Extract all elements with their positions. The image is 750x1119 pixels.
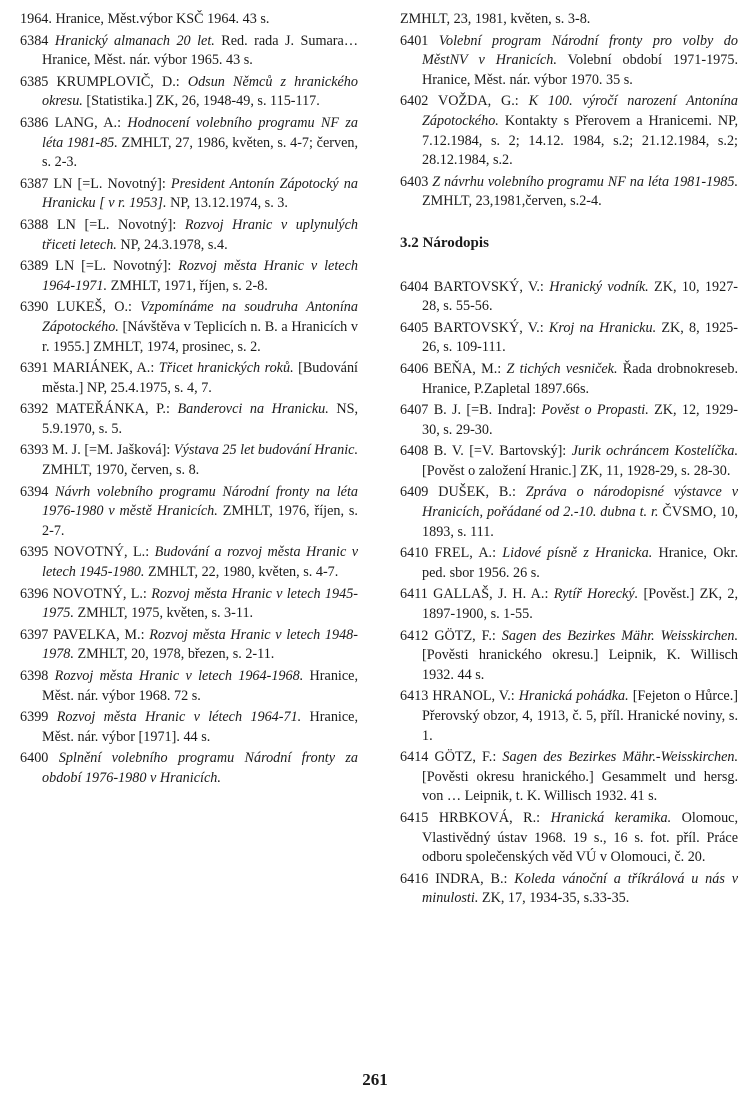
- entry-details: ZMHLT, 1976, říjen, s. 2-7.: [42, 503, 358, 539]
- entry-number: 6397: [20, 626, 49, 643]
- entry-number: 6387: [20, 175, 49, 192]
- entry-title: Hranický almanach 20 let.: [54, 32, 215, 49]
- entry-author: M. J. [=M. Jašková]:: [51, 442, 174, 459]
- entry-title: Rozvoj města Hranic v letech 1948-1978.: [42, 626, 358, 663]
- entry-author: NOVOTNÝ, L.:: [53, 544, 155, 561]
- entry-number: 6407: [400, 402, 429, 419]
- entry-title: Hranická keramika.: [550, 809, 672, 826]
- bibliography-entry: [20, 175, 358, 214]
- entry-number: 6403: [400, 173, 429, 190]
- entry-title: Zpráva o národopisné výstavce v Hranicích, pořádané od 2.-10. dubna t. r.: [422, 484, 739, 521]
- entry-continuation: 1964. Hranice, Měst.výbor KSČ 1964. 43 s.: [20, 11, 270, 27]
- entry-details: ČVSMO, 10, 1893, s. 111.: [422, 504, 738, 540]
- entry-details: Hranice, Měst. nár. výbor [1971]. 44 s.: [42, 709, 359, 745]
- bibliography-entry: [400, 319, 738, 358]
- bibliography-entry: [20, 708, 358, 747]
- bibliography-entry: [20, 543, 358, 582]
- entry-author: LANG, A.:: [54, 114, 128, 131]
- entry-author: VOŽDA, G.:: [437, 93, 529, 110]
- bibliography-entry: [20, 257, 358, 296]
- entry-title: Rozvoj města Hranic v letech 1964-1968.: [54, 668, 304, 684]
- entry-number: 6391: [20, 360, 49, 377]
- entry-details: ZMHLT, 1975, květen, s. 3-11.: [73, 605, 254, 622]
- entry-details: ZK, 10, 1927-28, s. 55-56.: [422, 278, 739, 315]
- entry-number: 6390: [20, 299, 49, 316]
- entry-author: MATEŘÁNKA, P.:: [55, 401, 178, 418]
- bibliography-entry: [20, 483, 358, 542]
- entry-number: 6412: [400, 627, 429, 644]
- entry-details: [Pověsti okresu hranického.] Gesammelt und hersg. von … Leipnik, t. K. Willisch 1932. 41 s.: [422, 768, 738, 805]
- entry-title: Splnění volebního programu Národní fronty za období 1976-1980 v Hranicích.: [42, 750, 359, 786]
- entry-number: 6406: [400, 360, 429, 377]
- bibliography-entry: [20, 359, 358, 398]
- bibliography-entry: [400, 401, 738, 440]
- entry-author: LUKEŠ, O.:: [56, 299, 141, 316]
- bibliography-entry: [20, 585, 358, 624]
- bibliography-entry: [20, 114, 358, 173]
- entry-author: GÖTZ, F.:: [434, 749, 503, 766]
- entry-details: ZK, 8, 1925-26, s. 109-111.: [422, 319, 739, 356]
- entry-title: Rozvoj města Hranic v létech 1964-71.: [56, 709, 302, 726]
- entry-title: Rozvoj města Hranic v letech 1964-1971.: [42, 258, 358, 294]
- entry-author: LN [=L. Novotný]:: [53, 175, 171, 192]
- right-column: [400, 10, 738, 911]
- entry-title: Výstava 25 let budování Hranic.: [173, 442, 359, 459]
- entry-title: Z tichých vesniček.: [506, 360, 618, 377]
- entry-title: Koleda vánoční a tříkrálová u nás v minulosti.: [422, 870, 738, 907]
- entry-title: Rytíř Horecký.: [553, 586, 639, 603]
- entry-details: ZK, 17, 1934-35, s.33-35.: [478, 890, 630, 907]
- bibliography-entry: [400, 809, 738, 868]
- right-column-bottom: [400, 278, 738, 909]
- bibliography-entry: [400, 687, 738, 746]
- entry-title: Hranický vodník.: [549, 278, 649, 295]
- entry-number: 6408: [400, 443, 429, 460]
- entry-title: Banderovci na Hranicku.: [177, 401, 329, 418]
- entry-number: 6394: [20, 483, 49, 500]
- bibliography-entry: [400, 278, 738, 317]
- entry-details: ZMHLT, 20, 1978, březen, s. 2-11.: [73, 646, 275, 663]
- entry-number: 6415: [400, 809, 429, 826]
- entry-number: 6385: [20, 73, 49, 90]
- entry-number: 6402: [400, 93, 429, 110]
- entry-title: K 100. výročí narození Antonína Zápotockého.: [422, 93, 738, 129]
- entry-number: 6409: [400, 484, 429, 501]
- entry-number: 6386: [20, 114, 49, 131]
- entry-number: 6401: [400, 32, 429, 49]
- entry-title: Vzpomínáme na soudruha Antonína Zápotockého.: [42, 299, 358, 335]
- entry-details: ZMHLT, 1971, říjen, s. 2-8.: [107, 277, 268, 294]
- entry-title: Hranická pohádka.: [518, 688, 629, 705]
- bibliography-entry: [20, 749, 358, 788]
- entry-details: Řada drobnokreseb. Hranice, P.Zapletal 1897.66s.: [422, 360, 738, 397]
- entry-details: Hranice, Okr. ped. sbor 1956. 26 s.: [422, 545, 739, 581]
- entry-details: NP, 24.3.1978, s.4.: [116, 236, 228, 253]
- entry-number: 6400: [20, 750, 49, 767]
- left-column: [20, 10, 358, 791]
- entry-number: 6396: [20, 585, 49, 602]
- bibliography-entry: [20, 216, 358, 255]
- entry-number: 6384: [20, 32, 49, 49]
- entry-details: ZK, 12, 1929-30, s. 29-30.: [422, 402, 739, 438]
- bibliography-entry: [20, 441, 358, 480]
- bibliography-entry: [400, 92, 738, 170]
- entry-number: 6414: [400, 749, 429, 766]
- entry-number: 6411: [400, 586, 428, 603]
- entry-number: 6393: [20, 442, 49, 459]
- entry-title: Třicet hranických roků.: [158, 360, 294, 377]
- entry-details: ZMHLT, 1970, červen, s. 8.: [42, 462, 200, 479]
- entry-number: 6398: [20, 668, 49, 684]
- entry-number: 6413: [400, 688, 429, 705]
- bibliography-entry: [400, 442, 738, 481]
- entry-author: NOVOTNÝ, L.:: [52, 585, 152, 602]
- entry-title: Rozvoj Hranic v uplynulých třiceti letech.: [42, 216, 358, 253]
- entry-author: HRBKOVÁ, R.:: [438, 809, 551, 826]
- entry-details: [Pověst o založení Hranic.] ZK, 11, 1928-29, s. 28-30.: [422, 462, 731, 479]
- bibliography-entry: [400, 360, 738, 399]
- entry-number: 6388: [20, 216, 49, 233]
- bibliography-entry: [20, 73, 358, 112]
- entry-title: Jurik ochráncem Kostelíčka.: [571, 443, 738, 460]
- entry-details: Olomouc, Vlastivědný ústav 1968. 19 s., 16 s. fot. příl. Práce odboru společenských věd VÚ v Olomouci, č. 20.: [422, 809, 739, 866]
- entry-details: [Návštěva v Teplicích n. B. a Hranicích v r. 1955.] ZMHLT, 1974, prosinec, s. 2.: [42, 318, 358, 355]
- entry-number: 6416: [400, 870, 429, 887]
- entry-author: HRANOL, V.:: [432, 688, 519, 705]
- section-heading: 3.2 Národopis: [400, 234, 489, 251]
- bibliography-entry: [400, 748, 738, 807]
- bibliography-entry: [400, 483, 738, 542]
- entry-author: LN [=L. Novotný]:: [55, 258, 179, 275]
- bibliography-entry: [20, 667, 358, 706]
- entry-author: BEŇA, M.:: [433, 360, 507, 377]
- entry-details: Red. rada J. Sumara… Hranice, Měst. nár. výbor 1965. 43 s.: [42, 32, 359, 69]
- entry-title: Kroj na Hranicku.: [548, 319, 657, 336]
- entry-title: Sagen des Bezirkes Mähr.-Weisskirchen.: [502, 749, 739, 766]
- entry-title: Budování a rozvoj města Hranic v letech 1945-1980.: [42, 544, 359, 581]
- entry-title: Volební program Národní fronty pro volby do MěstNV v Hranicích.: [422, 32, 738, 69]
- entry-author: BARTOVSKÝ, V.:: [433, 278, 550, 295]
- bibliography-entry: [20, 400, 358, 439]
- entry-author: KRUMPLOVIČ, D.:: [56, 73, 188, 90]
- entry-number: 6399: [20, 709, 49, 726]
- entry-title: Lidové písně z Hranicka.: [502, 545, 653, 562]
- bibliography-entry: [20, 626, 358, 665]
- entry-details: [Pověst.] ZK, 2, 1897-1900, s. 1-55.: [422, 586, 739, 623]
- entry-author: B. V. [=V. Bartovský]:: [433, 443, 572, 460]
- entry-author: DUŠEK, B.:: [438, 484, 526, 501]
- entry-author: INDRA, B.:: [435, 870, 515, 887]
- entry-author: FREL, A.:: [434, 545, 503, 562]
- bibliography-entry: [400, 32, 738, 91]
- entry-title: Sagen des Bezirkes Mähr. Weisskirchen.: [501, 627, 738, 644]
- entry-details: Hranice, Měst. nár. výbor 1968. 72 s.: [42, 668, 358, 704]
- bibliography-entry: [400, 585, 738, 624]
- entry-number: 6405: [400, 319, 429, 336]
- entry-details: [Budování města.] NP, 25.4.1975, s. 4, 7.: [42, 360, 358, 396]
- entry-details: [Pověsti hranického okresu.] Leipnik, K. Willisch 1932. 44 s.: [422, 647, 738, 683]
- entry-author: LN [=L. Novotný]:: [56, 216, 185, 233]
- entry-author: MARIÁNEK, A.:: [52, 360, 159, 377]
- entry-continuation: ZMHLT, 23, 1981, květen, s. 3-8.: [400, 11, 591, 27]
- right-column-top: [400, 10, 738, 212]
- entry-details: Volební období 1971-1975. Hranice, Měst. nár. výbor 1970. 35 s.: [422, 52, 738, 88]
- bibliography-entry: [20, 32, 358, 71]
- entry-title: Hodnocení volebního programu NF za léta 1981-85.: [42, 114, 359, 151]
- entry-title: Z návrhu volebního programu NF na léta 1981-1985.: [432, 173, 738, 190]
- entry-number: 6395: [20, 544, 49, 561]
- page-number: 261: [362, 1070, 388, 1089]
- bibliography-entry: [400, 870, 738, 909]
- bibliography-entry: [400, 173, 738, 212]
- entry-author: B. J. [=B. Indra]:: [433, 402, 542, 419]
- entry-title: President Antonín Zápotocký na Hranicku [ v r. 1953].: [42, 175, 358, 212]
- entry-number: 6389: [20, 258, 49, 275]
- entry-author: GALLAŠ, J. H. A.:: [433, 586, 554, 603]
- entry-number: 6404: [400, 278, 429, 295]
- entry-details: [Statistika.] ZK, 26, 1948-49, s. 115-117.: [82, 93, 320, 110]
- entry-details: ZMHLT, 27, 1986, květen, s. 4-7; červen, s. 2-3.: [42, 134, 359, 171]
- entry-title: Pověst o Propasti.: [541, 402, 649, 419]
- entry-details: NS, 5.9.1970, s. 5.: [42, 401, 359, 437]
- bibliography-entry: [400, 544, 738, 583]
- entry-number: 6410: [400, 545, 429, 562]
- entry-author: PAVELKA, M.:: [53, 626, 150, 643]
- entry-title: Rozvoj města Hranic v letech 1945-1975.: [42, 585, 359, 622]
- entry-details: NP, 13.12.1974, s. 3.: [166, 195, 288, 212]
- entry-number: 6392: [20, 401, 49, 418]
- entry-title: Odsun Němců z hranického okresu.: [42, 73, 358, 110]
- entry-details: ZMHLT, 23,1981,červen, s.2-4.: [422, 193, 602, 210]
- bibliography-entry: [20, 298, 358, 357]
- entry-details: [Fejeton o Hůrce.] Přerovský obzor, 4, 1913, č. 5, příl. Hranické noviny, s. 1.: [422, 688, 738, 744]
- entry-author: GÖTZ, F.:: [434, 627, 502, 644]
- bibliography-entry: [400, 627, 738, 686]
- entry-author: BARTOVSKÝ, V.:: [433, 319, 549, 336]
- entry-details: Kontakty s Přerovem a Hranicemi. NP, 7.12.1984, s. 2; 14.12. 1984, s.2; 21.12.1984, s.2; 28.12.1984, s.2.: [422, 112, 738, 169]
- entry-details: ZMHLT, 22, 1980, květen, s. 4-7.: [144, 564, 339, 581]
- entry-title: Návrh volebního programu Národní fronty na léta 1976-1980 v městě Hranicích.: [42, 483, 358, 520]
